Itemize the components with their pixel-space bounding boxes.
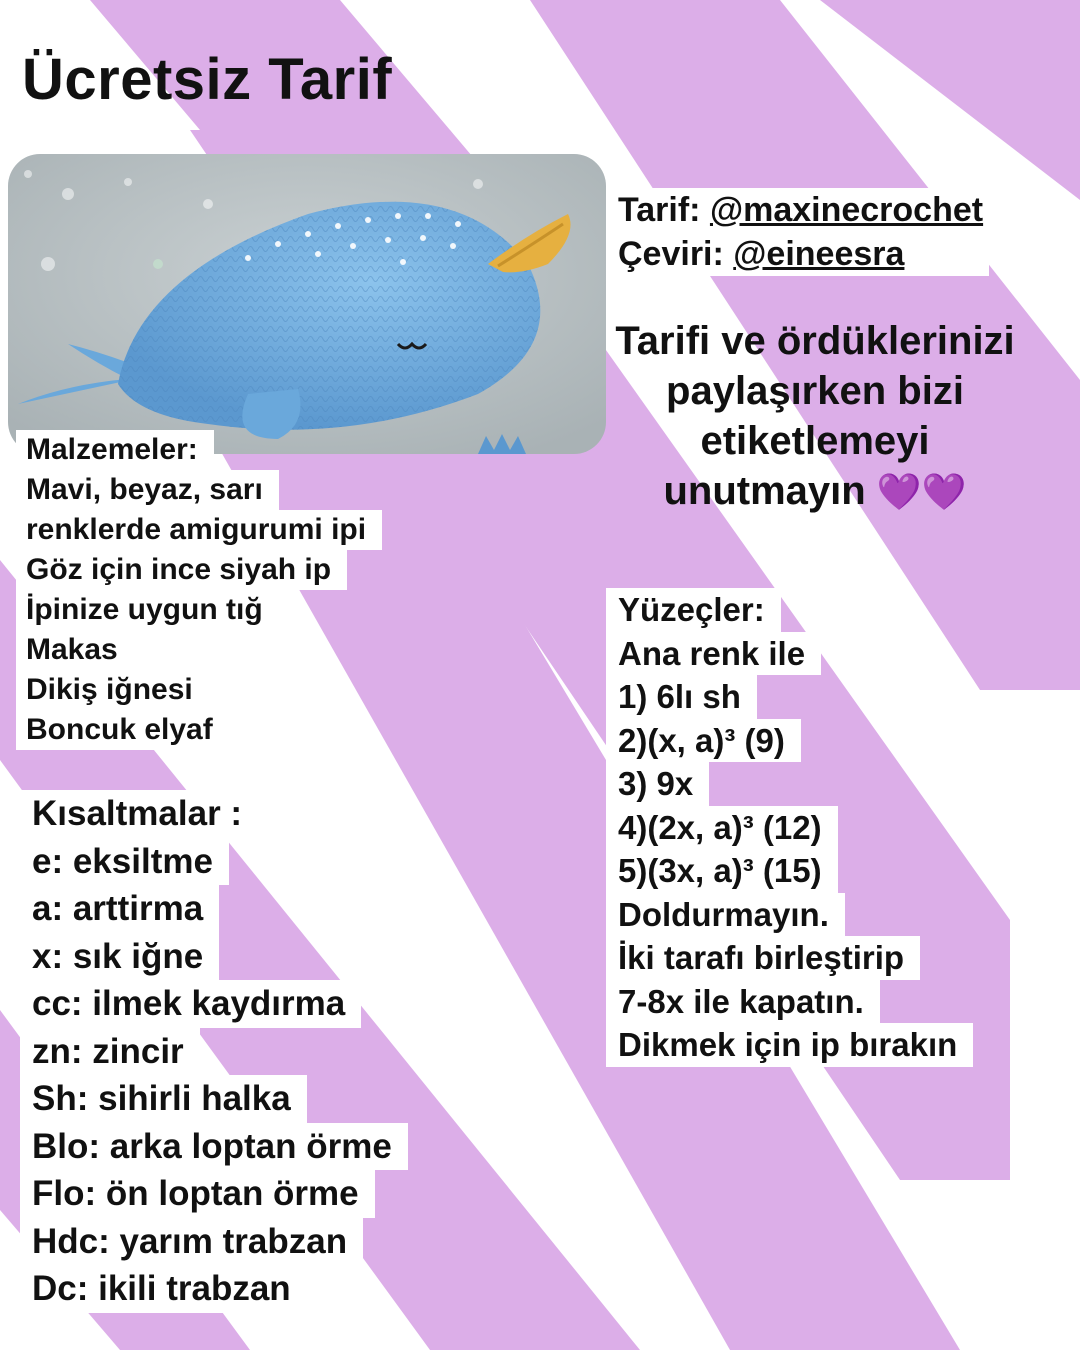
step-item: Ana renk ile (606, 632, 821, 676)
step-item: İki tarafı birleştirip (606, 936, 920, 980)
translation-label: Çeviri: (618, 235, 724, 273)
purple-heart-icon: 💜💜 (876, 471, 967, 512)
step-item: 3) 9x (606, 762, 709, 806)
reminder-line-text: unutmayın (663, 469, 866, 513)
materials-heading: Malzemeler: (16, 430, 214, 470)
recipe-credit (618, 188, 989, 232)
abbreviation-item: x: sık iğne (20, 933, 219, 981)
steps-heading: Yüzeçler: (606, 588, 781, 632)
translation-handle-link[interactable]: @eineesra (733, 235, 905, 273)
step-item: 2)(x, a)³ (9) (606, 719, 801, 763)
tag-reminder (600, 316, 1030, 517)
step-item: Doldurmayın. (606, 893, 845, 937)
page-title: Ücretsiz Tarif (22, 47, 393, 112)
abbreviation-item: Blo: arka loptan örme (20, 1123, 408, 1171)
materials-item: Mavi, beyaz, sarı (16, 470, 279, 510)
narwhal-photo (8, 154, 606, 454)
recipe-handle-link[interactable]: @maxinecrochet (709, 191, 984, 229)
materials-item: Dikiş iğnesi (16, 670, 209, 710)
reminder-line: etiketlemeyi (700, 419, 930, 463)
abbreviation-item: e: eksiltme (20, 838, 229, 886)
step-item: 7-8x ile kapatın. (606, 980, 880, 1024)
materials-item: Boncuk elyaf (16, 710, 229, 750)
step-item: 1) 6lı sh (606, 675, 757, 719)
abbreviation-item: Hdc: yarım trabzan (20, 1218, 363, 1266)
abbreviations-heading: Kısaltmalar : (20, 790, 258, 838)
abbreviation-item: Flo: ön loptan örme (20, 1170, 375, 1218)
step-item: 4)(2x, a)³ (12) (606, 806, 838, 850)
reminder-line: paylaşırken bizi (666, 369, 964, 413)
materials-item: İpinize uygun tığ (16, 590, 279, 630)
materials-item: Göz için ince siyah ip (16, 550, 347, 590)
materials-item: renklerde amigurumi ipi (16, 510, 382, 550)
materials-item: Makas (16, 630, 134, 670)
step-item: Dikmek için ip bırakın (606, 1023, 973, 1067)
abbreviation-item: a: arttirma (20, 885, 219, 933)
translation-credit (618, 232, 989, 276)
materials-list (16, 430, 382, 750)
abbreviation-item: Dc: ikili trabzan (20, 1265, 307, 1313)
abbreviation-item: Sh: sihirli halka (20, 1075, 307, 1123)
credits (618, 188, 989, 276)
abbreviations-list (20, 790, 408, 1313)
reminder-line (600, 466, 1030, 517)
abbreviation-item: zn: zincir (20, 1028, 200, 1076)
pattern-steps (606, 588, 973, 1067)
step-item: 5)(3x, a)³ (15) (606, 849, 838, 893)
abbreviation-item: cc: ilmek kaydırma (20, 980, 361, 1028)
reminder-line: Tarifi ve ördüklerinizi (615, 319, 1015, 363)
recipe-label: Tarif: (618, 191, 701, 229)
